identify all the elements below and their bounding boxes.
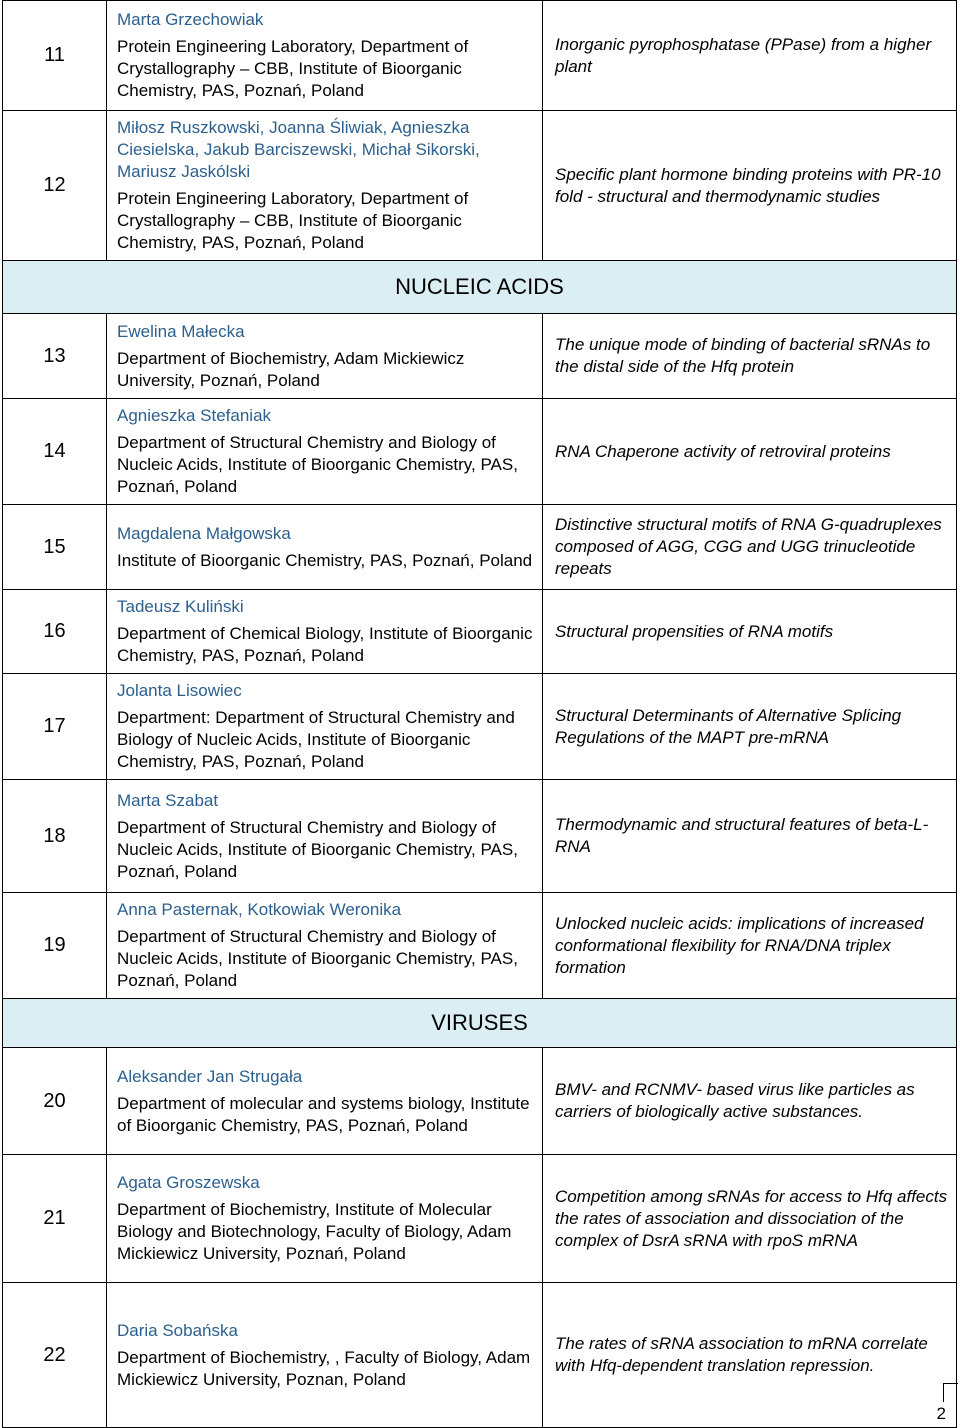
table-row	[3, 1155, 957, 1283]
section-header-viruses	[3, 999, 957, 1048]
author-names: Magdalena Małgowska	[117, 523, 291, 543]
section-title: NUCLEIC ACIDS	[3, 261, 957, 314]
entry-number: 12	[3, 111, 107, 261]
table-row	[3, 780, 957, 893]
abstract-title: Thermodynamic and structural features of beta-L-RNA	[543, 780, 957, 893]
section-title: VIRUSES	[3, 999, 957, 1048]
table-row	[3, 893, 957, 999]
section-header-nucleic-acids	[3, 261, 957, 314]
page-number: 2	[936, 1404, 946, 1423]
affiliation: Department of Biochemistry, Institute of Molecular Biology and Biotechnology, Faculty of Biology, Adam Mickiewicz University, Poznań, Poland	[117, 1200, 512, 1263]
table-row	[3, 314, 957, 399]
abstract-title: Inorganic pyrophosphatase (PPase) from a higher plant	[543, 1, 957, 111]
affiliation: Department of Structural Chemistry and Biology of Nucleic Acids, Institute of Bioorganic Chemistry, PAS, Poznań, Poland	[117, 433, 518, 496]
author-names: Ewelina Małecka	[117, 321, 245, 341]
entry-number: 18	[3, 780, 107, 893]
author-cell	[107, 505, 543, 590]
entry-number: 14	[3, 399, 107, 505]
author-names: Marta Grzechowiak	[117, 10, 264, 29]
entry-number: 16	[3, 590, 107, 674]
abstract-title: Competition among sRNAs for access to Hfq affects the rates of association and dissociation of the complex of DsrA sRNA with rpoS mRNA	[543, 1155, 957, 1283]
table-row	[3, 674, 957, 780]
abstracts-table	[2, 0, 957, 1428]
author-names: Marta Szabat	[117, 790, 219, 810]
author-cell	[107, 399, 543, 505]
entry-number: 11	[3, 1, 107, 111]
table-row	[3, 505, 957, 590]
affiliation: Department of Structural Chemistry and Biology of Nucleic Acids, Institute of Bioorganic Chemistry, PAS, Poznań, Poland	[117, 817, 518, 881]
affiliation: Protein Engineering Laboratory, Department of Crystallography – CBB, Institute of Bioorganic Chemistry, PAS, Poznań, Poland	[117, 189, 469, 252]
author-cell	[107, 1, 543, 111]
entry-number: 17	[3, 674, 107, 780]
author-names: Miłosz Ruszkowski, Joanna Śliwiak, Agnieszka Ciesielska, Jakub Barciszewski, Michał Sikorski, Mariusz Jaskólski	[117, 118, 480, 181]
abstract-title: Distinctive structural motifs of RNA G-quadruplexes composed of AGG, CGG and UGG trinucleotide repeats	[543, 505, 957, 590]
author-cell	[107, 1155, 543, 1283]
table-row	[3, 111, 957, 261]
affiliation: Department of Chemical Biology, Institute of Bioorganic Chemistry, PAS, Poznań, Poland	[117, 624, 533, 665]
abstract-title: Structural Determinants of Alternative Splicing Regulations of the MAPT pre-mRNA	[543, 674, 957, 780]
abstract-title: Specific plant hormone binding proteins with PR-10 fold - structural and thermodynamic studies	[543, 111, 957, 261]
author-cell	[107, 674, 543, 780]
table-row	[3, 590, 957, 674]
abstract-title: Unlocked nucleic acids: implications of increased conformational flexibility for RNA/DNA triplex formation	[543, 893, 957, 999]
author-names: Jolanta Lisowiec	[117, 681, 242, 700]
entry-number: 22	[3, 1283, 107, 1428]
abstract-title: The unique mode of binding of bacterial sRNAs to the distal side of the Hfq protein	[543, 314, 957, 399]
entry-number: 21	[3, 1155, 107, 1283]
abstract-title: RNA Chaperone activity of retroviral proteins	[543, 399, 957, 505]
abstract-title: Structural propensities of RNA motifs	[543, 590, 957, 674]
author-cell	[107, 314, 543, 399]
table-row	[3, 1048, 957, 1155]
author-names: Daria Sobańska	[117, 1320, 238, 1340]
author-names: Anna Pasternak, Kotkowiak Weronika	[117, 900, 402, 919]
affiliation: Protein Engineering Laboratory, Department of Crystallography – CBB, Institute of Bioorganic Chemistry, PAS, Poznań, Poland	[117, 37, 469, 100]
table-row	[3, 1283, 957, 1428]
abstract-title: The rates of sRNA association to mRNA correlate with Hfq-dependent translation repression.	[543, 1283, 957, 1428]
entry-number: 19	[3, 893, 107, 999]
page-corner-mark	[943, 1383, 958, 1402]
entry-number: 15	[3, 505, 107, 590]
affiliation: Institute of Bioorganic Chemistry, PAS, Poznań, Poland	[117, 550, 533, 570]
affiliation: Department of Structural Chemistry and Biology of Nucleic Acids, Institute of Bioorganic Chemistry, PAS, Poznań, Poland	[117, 927, 518, 990]
abstract-title: BMV- and RCNMV- based virus like particles as carriers of biologically active substances.	[543, 1048, 957, 1155]
author-names: Agnieszka Stefaniak	[117, 406, 272, 425]
author-names: Agata Groszewska	[117, 1173, 260, 1192]
author-cell	[107, 1283, 543, 1428]
table-row	[3, 399, 957, 505]
affiliation: Department of Biochemistry, Adam Mickiewicz University, Poznań, Poland	[117, 348, 465, 390]
table-row	[3, 1, 957, 111]
author-cell	[107, 893, 543, 999]
affiliation: Department of Biochemistry, , Faculty of Biology, Adam Mickiewicz University, Poznan, Poland	[117, 1347, 531, 1389]
author-cell	[107, 780, 543, 893]
author-cell	[107, 111, 543, 261]
author-cell	[107, 1048, 543, 1155]
entry-number: 13	[3, 314, 107, 399]
affiliation: Department: Department of Structural Chemistry and Biology of Nucleic Acids, Institute of Bioorganic Chemistry, PAS, Poznań, Poland	[117, 708, 515, 771]
author-names: Aleksander Jan Strugała	[117, 1066, 303, 1086]
author-names: Tadeusz Kuliński	[117, 597, 244, 616]
affiliation: Department of molecular and systems biology, Institute of Bioorganic Chemistry, PAS, Poznań, Poland	[117, 1093, 530, 1135]
author-cell	[107, 590, 543, 674]
entry-number: 20	[3, 1048, 107, 1155]
